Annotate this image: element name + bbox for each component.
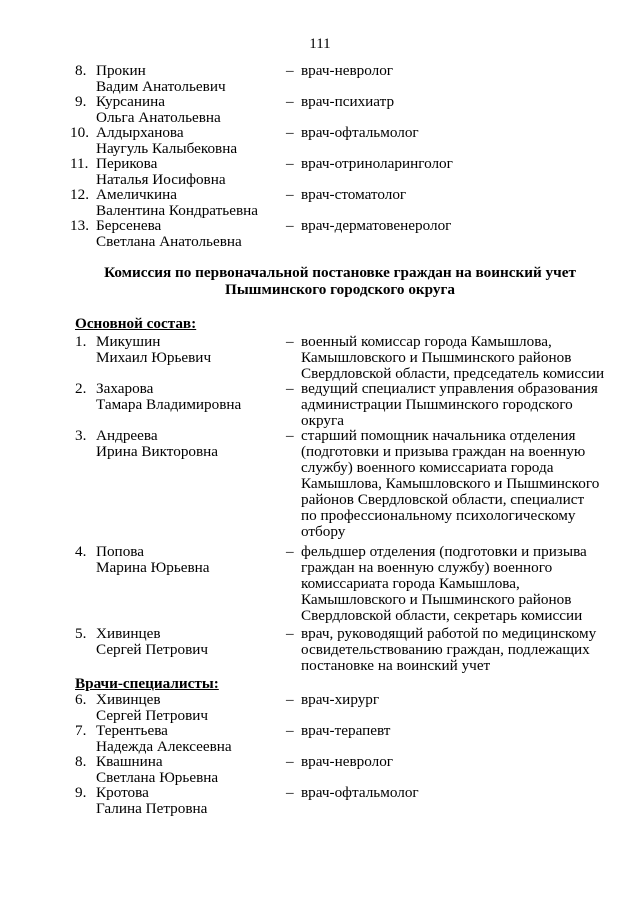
role-line: службу) военного комиссариата города xyxy=(301,459,554,476)
role-line: районов Свердловской области, специалист xyxy=(301,491,585,508)
role-line: Свердловской области, секретарь комиссии xyxy=(301,607,583,624)
role-line: врач-офтальмолог xyxy=(301,124,419,141)
dash-separator: – xyxy=(286,543,294,560)
item-number: 6. xyxy=(75,691,87,708)
dash-separator: – xyxy=(286,625,294,642)
role-line: врач-хирург xyxy=(301,691,380,708)
role-line: по профессиональному психологическому xyxy=(301,507,576,524)
role-line: администрации Пышминского городского xyxy=(301,396,573,413)
dash-separator: – xyxy=(286,124,294,141)
role-line: врач-стоматолог xyxy=(301,186,407,203)
commission-title-line-1: Комиссия по первоначальной постановке граждан на воинский учет xyxy=(104,264,576,281)
main-composition-heading: Основной состав: xyxy=(75,315,197,332)
item-number: 13. xyxy=(70,217,89,234)
dash-separator: – xyxy=(286,427,294,444)
person-given-name: Сергей Петрович xyxy=(96,707,209,724)
role-line: отбору xyxy=(301,523,346,540)
person-given-name: Ирина Викторовна xyxy=(96,443,219,460)
dash-separator: – xyxy=(286,62,294,79)
item-number: 8. xyxy=(75,753,87,770)
role-line: врач-отриноларинголог xyxy=(301,155,453,172)
item-number: 1. xyxy=(75,333,87,350)
item-number: 10. xyxy=(70,124,89,141)
person-given-name: Надежда Алексеевна xyxy=(96,738,232,755)
dash-separator: – xyxy=(286,380,294,397)
role-line: граждан на военную службу) военного xyxy=(301,559,553,576)
doctors-heading: Врачи-специалисты: xyxy=(75,675,219,692)
role-line: врач-терапевт xyxy=(301,722,391,739)
person-surname: Кротова xyxy=(96,784,149,801)
person-given-name: Михаил Юрьевич xyxy=(96,349,212,366)
role-line: Свердловской области, председатель комиссии xyxy=(301,365,605,382)
role-line: врач-психиатр xyxy=(301,93,395,110)
role-line: врач-невролог xyxy=(301,62,394,79)
role-line: постановке на воинский учет xyxy=(301,657,491,674)
role-line: ведущий специалист управления образования xyxy=(301,380,598,397)
person-given-name: Ольга Анатольевна xyxy=(96,109,221,126)
item-number: 9. xyxy=(75,784,87,801)
page-number: 111 xyxy=(309,36,331,52)
dash-separator: – xyxy=(286,333,294,350)
person-surname: Амеличкина xyxy=(96,186,178,203)
dash-separator: – xyxy=(286,93,294,110)
person-surname: Квашнина xyxy=(96,753,163,770)
person-surname: Попова xyxy=(96,543,144,560)
person-surname: Алдырханова xyxy=(96,124,184,141)
role-line: врач-невролог xyxy=(301,753,394,770)
dash-separator: – xyxy=(286,155,294,172)
person-surname: Хивинцев xyxy=(96,625,161,642)
dash-separator: – xyxy=(286,784,294,801)
item-number: 7. xyxy=(75,722,87,739)
person-surname: Захарова xyxy=(96,380,154,397)
role-line: старший помощник начальника отделения xyxy=(301,427,576,444)
person-given-name: Вадим Анатольевич xyxy=(96,78,226,95)
person-surname: Курсанина xyxy=(96,93,165,110)
person-surname: Микушин xyxy=(96,333,161,350)
role-line: врач, руководящий работой по медицинскому xyxy=(301,625,597,642)
person-given-name: Светлана Юрьевна xyxy=(96,769,219,786)
role-line: военный комиссар города Камышлова, xyxy=(301,333,552,350)
person-given-name: Сергей Петрович xyxy=(96,641,209,658)
person-surname: Терентьева xyxy=(96,722,168,739)
dash-separator: – xyxy=(286,217,294,234)
person-surname: Перикова xyxy=(96,155,158,172)
role-line: комиссариата города Камышлова, xyxy=(301,575,520,592)
person-given-name: Наталья Иосифовна xyxy=(96,171,226,188)
role-line: врач-офтальмолог xyxy=(301,784,419,801)
role-line: (подготовки и призыва граждан на военную xyxy=(301,443,586,460)
person-given-name: Наугуль Калыбековна xyxy=(96,140,238,157)
item-number: 12. xyxy=(70,186,89,203)
item-number: 9. xyxy=(75,93,87,110)
person-given-name: Светлана Анатольевна xyxy=(96,233,242,250)
item-number: 5. xyxy=(75,625,87,642)
dash-separator: – xyxy=(286,186,294,203)
dash-separator: – xyxy=(286,691,294,708)
item-number: 8. xyxy=(75,62,87,79)
role-line: Камышловского и Пышминского районов xyxy=(301,591,572,608)
person-given-name: Марина Юрьевна xyxy=(96,559,210,576)
person-given-name: Валентина Кондратьевна xyxy=(96,202,258,219)
role-line: фельдшер отделения (подготовки и призыва xyxy=(301,543,587,560)
person-surname: Андреева xyxy=(96,427,158,444)
person-surname: Прокин xyxy=(96,62,146,79)
person-given-name: Тамара Владимировна xyxy=(96,396,242,413)
role-line: Камышлова, Камышловского и Пышминского xyxy=(301,475,600,492)
person-surname: Хивинцев xyxy=(96,691,161,708)
commission-title-line-2: Пышминского городского округа xyxy=(225,281,455,298)
person-given-name: Галина Петровна xyxy=(96,800,208,817)
role-line: Камышловского и Пышминского районов xyxy=(301,349,572,366)
item-number: 2. xyxy=(75,380,87,397)
role-line: врач-дерматовенеролог xyxy=(301,217,452,234)
dash-separator: – xyxy=(286,753,294,770)
role-line: округа xyxy=(301,412,344,429)
role-line: освидетельствованию граждан, подлежащих xyxy=(301,641,590,658)
item-number: 4. xyxy=(75,543,87,560)
item-number: 11. xyxy=(70,155,89,172)
dash-separator: – xyxy=(286,722,294,739)
person-surname: Берсенева xyxy=(96,217,162,234)
item-number: 3. xyxy=(75,427,87,444)
